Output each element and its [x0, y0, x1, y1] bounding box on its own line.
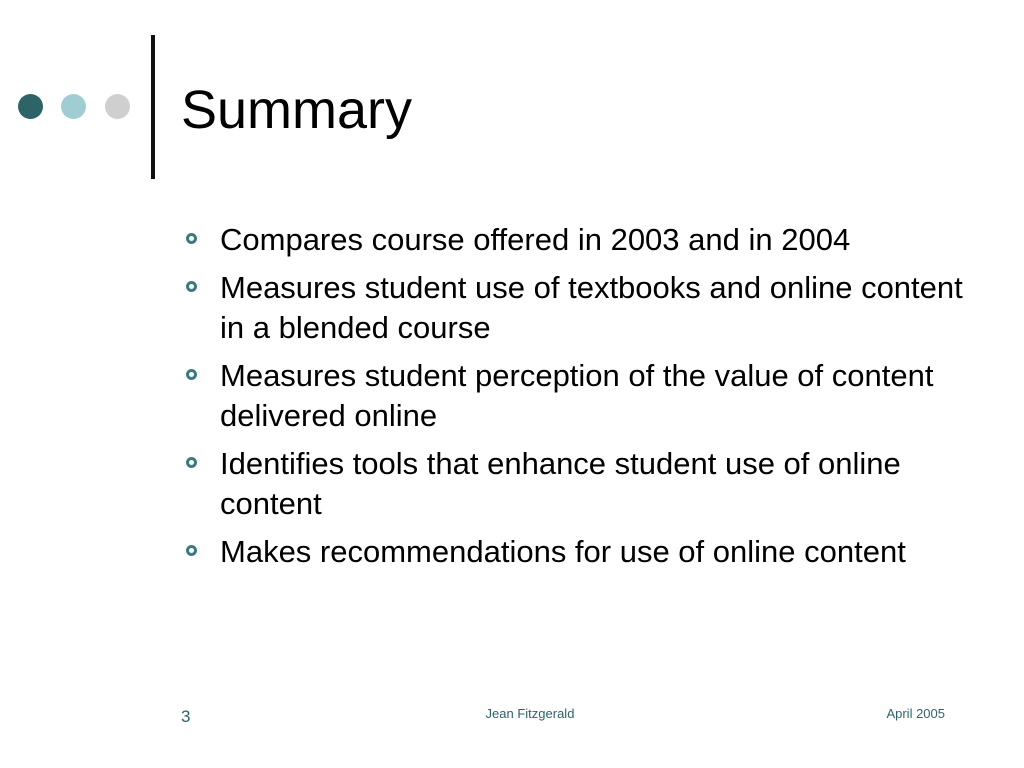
bullet-circle-icon [186, 233, 197, 244]
bullet-text: Makes recommendations for use of online content [220, 534, 906, 569]
decorative-dots [18, 94, 133, 120]
bullet-circle-icon [186, 545, 197, 556]
bullet-circle-icon [186, 281, 197, 292]
footer-date: April 2005 [886, 706, 945, 721]
footer-author: Jean Fitzgerald [485, 706, 575, 721]
light-teal-dot-icon [61, 94, 86, 119]
bullet-circle-icon [186, 457, 197, 468]
bullet-text: Measures student perception of the value of content delivered online [220, 358, 934, 433]
bullet-list [186, 220, 976, 580]
list-item [186, 356, 976, 436]
bullet-text: Identifies tools that enhance student use of online content [220, 446, 901, 521]
page-number: 3 [181, 707, 191, 726]
title-divider-line [151, 35, 155, 179]
gray-dot-icon [105, 94, 130, 119]
list-item [186, 444, 976, 524]
list-item [186, 532, 976, 572]
list-item [186, 220, 976, 260]
bullet-text: Measures student use of textbooks and online content in a blended course [220, 270, 963, 345]
bullet-text: Compares course offered in 2003 and in 2004 [220, 222, 851, 257]
list-item [186, 268, 976, 348]
dark-teal-dot-icon [18, 94, 43, 119]
bullet-circle-icon [186, 369, 197, 380]
slide-title: Summary [181, 80, 413, 140]
